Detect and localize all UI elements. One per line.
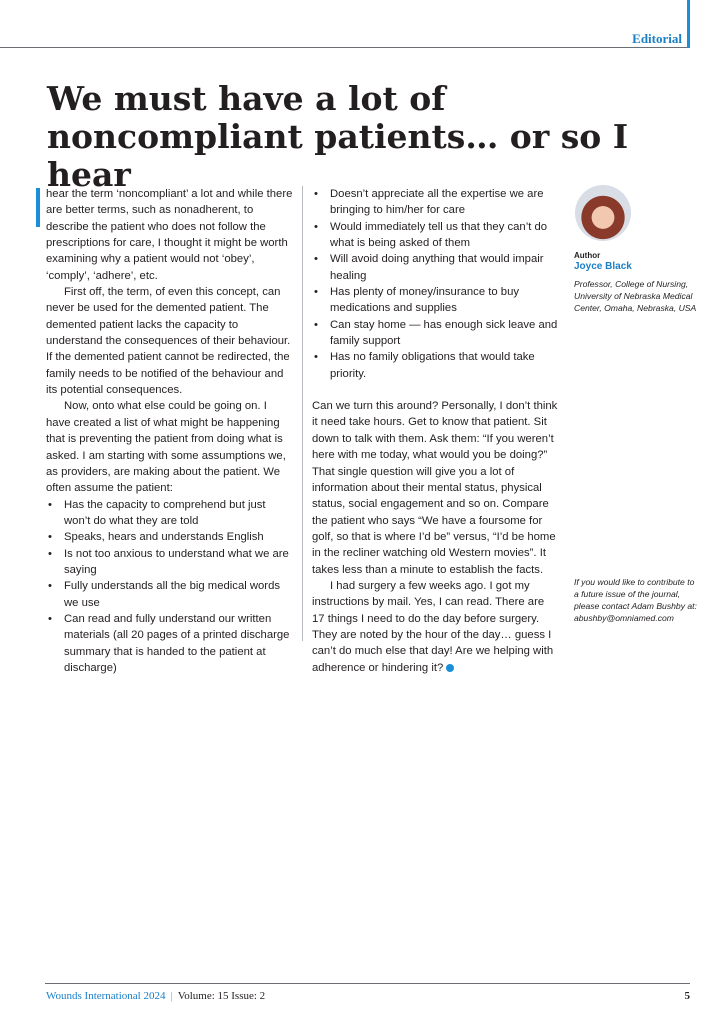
page-number: 5 — [684, 990, 690, 1002]
paragraph-3: Now, onto what else could be going on. I have created a list of what might be happening that is preventing the patient from doing what is asked. I am starting with some assumptions we, as providers, are making about the patient. We often assume the patient: — [46, 400, 286, 495]
header-accent-bar — [687, 0, 690, 48]
column-divider — [302, 186, 303, 641]
end-mark-icon — [446, 664, 454, 672]
contribute-note: If you would like to contribute to a future issue of the journal, please contact Adam Bushby at: abushby@omniamed.com — [574, 577, 697, 623]
list-item: • Has plenty of money/insurance to buy medications and supplies — [312, 284, 558, 317]
dropcap-bar — [36, 188, 40, 227]
header-rule — [0, 47, 690, 48]
assumption-list-1 — [46, 497, 294, 677]
body-column-2 — [312, 186, 558, 676]
volume-info: Volume: 15 Issue: 2 — [177, 990, 266, 1002]
article-title: We must have a lot of noncompliant patients… or so I hear — [47, 79, 629, 194]
list-item: • Fully understands all the big medical words we use — [46, 578, 294, 611]
list-item: • Has the capacity to comprehend but just won’t do what they are told — [46, 497, 294, 530]
paragraph-2: First off, the term, of even this concept, can never be used for the demented patient. The demented patient lacks the capacity to understand the consequences of their behaviour. If the demented patient cannot be redirected, the family needs to be notified of the behaviour and its potential consequences. — [46, 286, 291, 397]
author-name: Joyce Black — [574, 261, 632, 272]
body-column-1 — [46, 186, 294, 676]
author-label: Author — [574, 251, 601, 260]
author-affiliation: Professor, College of Nursing, University of Nebraska Medical Center, Omaha, Nebraska, USA — [574, 279, 697, 313]
list-item: • Would immediately tell us that they can’t do what is being asked of them — [312, 219, 558, 252]
list-item: • Can stay home — has enough sick leave and family support — [312, 317, 558, 350]
assumption-list-2 — [312, 186, 558, 382]
paragraph-1: hear the term ‘noncompliant’ a lot and while there are better terms, such as nonadherent, to describe the patient who does not follow the prescriptions for care, I thought it might be worth examining why a patient would not ‘obey’, ‘comply’, ‘adhere’, etc. — [46, 186, 294, 284]
footer-rule — [45, 983, 690, 984]
list-item: • Can read and fully understand our written materials (all 20 pages of a printed discharge summary that is handed to the patient at discharge) — [46, 611, 294, 676]
list-item: • Is not too anxious to understand what we are saying — [46, 546, 294, 579]
list-item: • Speaks, hears and understands English — [46, 529, 294, 545]
paragraph-5: I had surgery a few weeks ago. I got my instructions by mail. Yes, I can read. There are 17 things I need to do the day before surgery. They are noted by the hour of the day… guess I can’t do much else that day! Are we helping with adherence or hindering it? — [312, 579, 554, 674]
section-label: Editorial — [632, 31, 682, 46]
list-item: • Has no family obligations that would take priority. — [312, 349, 558, 382]
list-item: • Doesn’t appreciate all the expertise we are bringing to him/her for care — [312, 186, 558, 219]
list-item: • Will avoid doing anything that would impair healing — [312, 251, 558, 284]
footer: Wounds International 2024 | Volume: 15 Issue: 2 — [46, 990, 266, 1002]
author-avatar — [575, 185, 631, 241]
paragraph-4: Can we turn this around? Personally, I don’t think it need take hours. Get to know that patient. Sit down to talk with them. Ask them: “If you weren’t here with me today, what would you be doing?” That single question will give you a lot of information about their mental status, physical status, social engagement and so on. Compare the patient who says “We have a foursome for golf, so that is where I’d be” versus, “I’d be home in the recliner watching old Western movies”. It takes less than a minute to establish the facts. — [312, 400, 558, 576]
journal-name: Wounds International 2024 — [46, 990, 166, 1002]
